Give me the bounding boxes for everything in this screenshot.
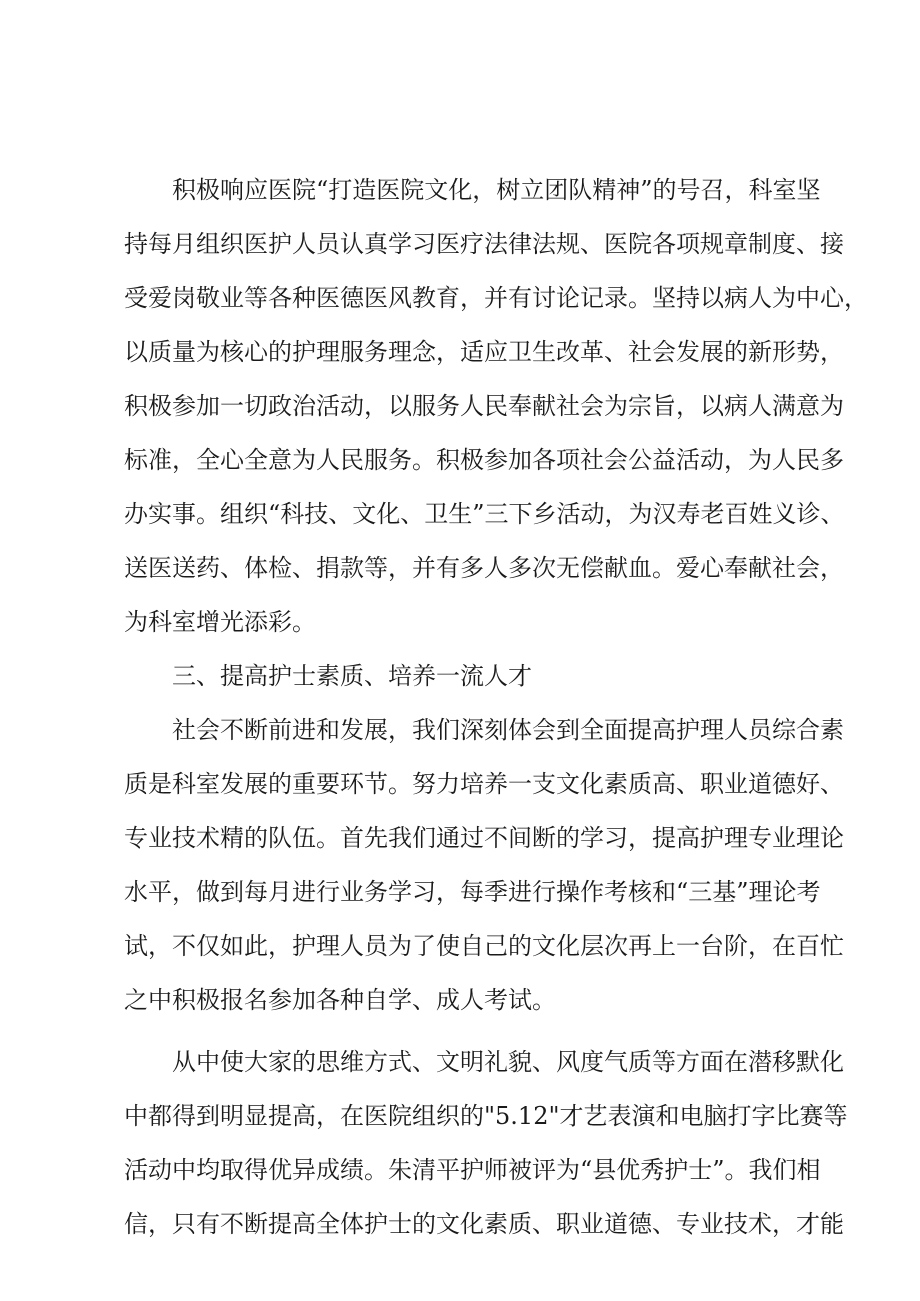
paragraph-1-line-5: 积极参加一切政治活动，以服务人民奉献社会为宗旨，以病人满意为 [124, 392, 844, 420]
paragraph-3-line-3: 活动中均取得优异成绩。朱清平护师被评为“县优秀护士”。我们相 [124, 1156, 821, 1184]
paragraph-2-line-3: 专业技术精的队伍。首先我们通过不间断的学习，提高护理专业理论 [124, 824, 844, 852]
paragraph-1-line-8: 送医送药、体检、捐款等，并有多人多次无偿献血。爱心奉献社会， [124, 554, 844, 582]
paragraph-3-line-4: 信，只有不断提高全体护士的文化素质、职业道德、专业技术，才能 [124, 1210, 844, 1238]
paragraph-3-line-1: 从中使大家的思维方式、文明礼貌、风度气质等方面在潜移默化 [172, 1048, 844, 1076]
paragraph-3-line-2: 中都得到明显提高，在医院组织的"5.12"才艺表演和电脑打字比赛等 [124, 1102, 848, 1130]
paragraph-1-line-6: 标准，全心全意为人民服务。积极参加各项社会公益活动，为人民多 [124, 446, 844, 474]
paragraph-2-line-5: 试，不仅如此，护理人员为了使自己的文化层次再上一台阶，在百忙 [124, 932, 844, 960]
paragraph-2-line-2: 质是科室发展的重要环节。努力培养一支文化素质高、职业道德好、 [124, 770, 844, 798]
paragraph-2-line-4: 水平，做到每月进行业务学习，每季进行操作考核和“三基”理论考 [124, 878, 821, 906]
paragraph-1-line-4: 以质量为核心的护理服务理念，适应卫生改革、社会发展的新形势， [124, 338, 844, 366]
paragraph-1-line-1: 积极响应医院“打造医院文化，树立团队精神”的号召，科室坚 [172, 176, 821, 204]
section-heading: 三、提高护士素质、培养一流人才 [172, 662, 532, 690]
paragraph-2-line-6: 之中积极报名参加各种自学、成人考试。 [124, 986, 556, 1014]
paragraph-1-line-3: 受爱岗敬业等各种医德医风教育，并有讨论记录。坚持以病人为中心， [124, 284, 868, 312]
paragraph-1-line-2: 持每月组织医护人员认真学习医疗法律法规、医院各项规章制度、接 [124, 230, 844, 258]
paragraph-1-line-7: 办实事。组织“科技、文化、卫生”三下乡活动，为汉寿老百姓义诊、 [124, 500, 845, 528]
paragraph-1-line-9: 为科室增光添彩。 [124, 608, 316, 636]
paragraph-2-line-1: 社会不断前进和发展，我们深刻体会到全面提高护理人员综合素 [172, 716, 844, 744]
